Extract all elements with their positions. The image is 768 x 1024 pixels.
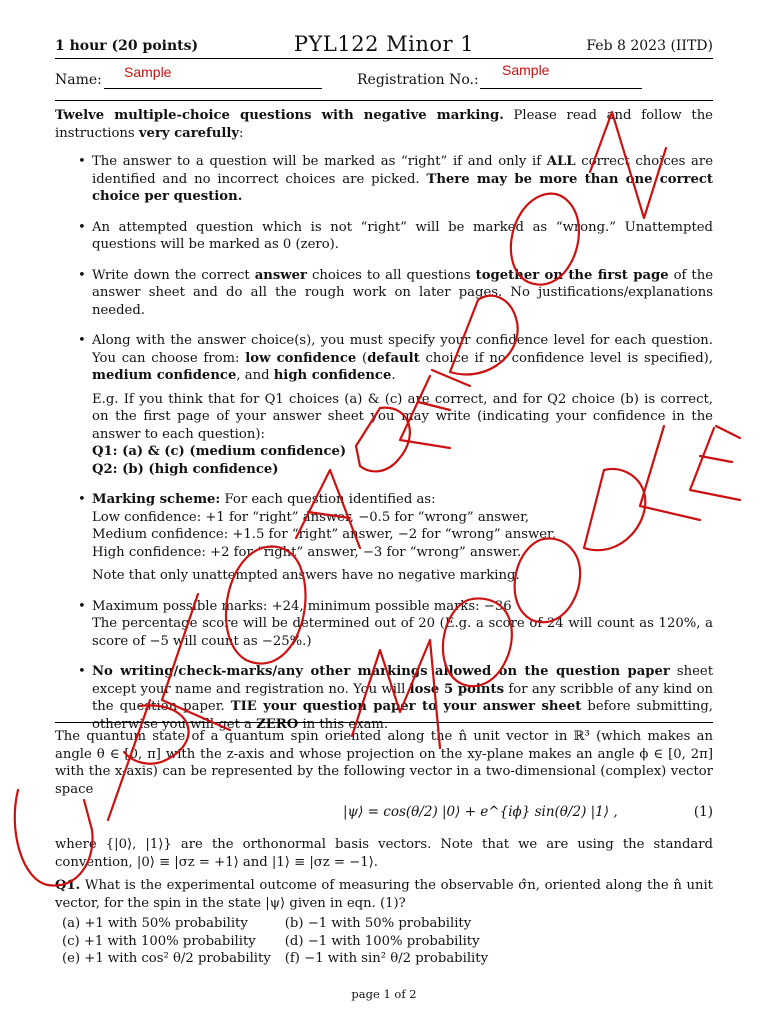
instructions-intro: Twelve multiple-choice questions with negative marking. Please read and follow the instructions very carefully: xyxy=(55,108,713,141)
registration-value: Sample xyxy=(502,62,550,78)
equation-body: |ψ⟩ = cos(θ/2) |0⟩ + e^{iϕ} sin(θ/2) |1⟩ , xyxy=(343,804,618,820)
watermark-letter-o3 xyxy=(443,599,512,687)
confidence-example: E.g. If you think that for Q1 choices (a) & (c) are correct, and for Q2 choice (b) is correct, on the first page of your answer sheet you may write (indicating your confidence in the answer to each question): xyxy=(92,391,713,442)
watermark-letter-u xyxy=(15,790,93,886)
bullet-confidence: • Along with the answer choice(s), you must specify your confidence level for each question. You can choose from: low confidence (default choice if no confidence level is specified), medium confidence, and high confidence. E.g. If you think that for Q1 choices (a) & (c) are correct, and for Q2 choice (b) is correct, on the first page of your answer sheet you may write (indicating your confidence in the answer to each question): Q1: (a) & (c) (medium confidence) Q2: (b) (high confidence) xyxy=(78,333,713,477)
scheme-note: Note that only unattempted answers have no negative marking. xyxy=(92,568,520,583)
watermark-letter-d3 xyxy=(584,469,645,550)
question-intro: The quantum state of a quantum spin oriented along the n̂ unit vector in ℝ³ (which makes an angle θ ∈ [0, π] with the z-axis and whose projection on the xy-plane makes an angle ϕ ∈ [0, 2π] with the x-axis) can be represented by the following vector in a two-dimensional (complex) vector space xyxy=(55,729,713,797)
watermark-letter-a xyxy=(296,470,360,548)
bullet-no-markings: • No writing/check-marks/any other markings allowed on the question paper sheet except your name and registration no. You will lose 5 points for any scribble of any kind on the question paper. TIE your question paper to your answer sheet before submitting, otherwise you will get a ZERO in this exam. xyxy=(78,664,714,732)
watermark-letter-m xyxy=(352,640,440,748)
watermark-letter-d2 xyxy=(450,296,518,375)
equation-number: (1) xyxy=(693,804,713,820)
bullet-max-marks: • Maximum possible marks: +24, minimum possible marks: −36 The percentage score will be determined out of 20 (E.g. a score of 24 will count as 120%, a score of −5 will count as −25%.) xyxy=(78,598,713,649)
option-c: (c) +1 with 100% probability xyxy=(62,933,256,949)
exam-title: PYL122 Minor 1 xyxy=(293,32,475,56)
option-d: (d) −1 with 100% probability xyxy=(284,933,480,949)
bullet-first-page: • Write down the correct answer choices to all questions together on the first page of the answer sheet and do all the rough work on later pages. No justifications/explanations needed. xyxy=(78,267,713,318)
bullet-right-answer: • The answer to a question will be marked as “right” if and only if ALL correct choices are identified and no incorrect choices are picked. There may be more than one correct choice per question. xyxy=(78,154,713,204)
duration-points: 1 hour (20 points) xyxy=(55,38,199,54)
watermark-letter-o4 xyxy=(515,539,581,623)
watermark-letter-e2 xyxy=(690,426,740,500)
option-b: (b) −1 with 50% probability xyxy=(284,916,472,931)
name-value: Sample xyxy=(124,64,172,80)
watermark-letter-o xyxy=(226,547,306,664)
name-label: Name: xyxy=(55,72,102,88)
basis-note: where {|0⟩, |1⟩} are the orthonormal basis vectors. Note that we are using the standard convention, |0⟩ ≡ |σz = +1⟩ and |1⟩ ≡ |σz = −1⟩. xyxy=(55,837,713,870)
watermark-letter-p xyxy=(108,700,189,820)
bullet-marking-scheme: • Marking scheme: For each question identified as: Low confidence: +1 for “right” answer, −0.5 for “wrong” answer, Medium confidence: +1.5 for “right” answer, −2 for “wrong” answer, High confidence: +2 for “right” answer, −3 for “wrong” answer. Note that only unattempted answers have no negative marking. xyxy=(55,491,713,585)
question-1-label: Q1. xyxy=(55,878,81,893)
example-q2: Q2: (b) (high confidence) xyxy=(92,461,279,477)
page-number: page 1 of 2 xyxy=(351,987,417,1001)
registration-label: Registration No.: xyxy=(357,72,479,88)
watermark-letter-n xyxy=(590,112,666,218)
option-e: (e) +1 with cos² θ/2 probability xyxy=(62,951,271,966)
option-f: (f) −1 with sin² θ/2 probability xyxy=(284,951,489,966)
percentage-note: The percentage score will be determined out of 20 (E.g. a score of 24 will count as 120%, a score of −5 will count as −25%.) xyxy=(92,616,713,649)
scheme-low: Low confidence: +1 for “right” answer, −0.5 for “wrong” answer, xyxy=(92,509,530,525)
bullet-wrong-answer: • An attempted question which is not “right” will be marked as “wrong.” Unattempted questions will be marked as 0 (zero). xyxy=(78,219,713,252)
exam-date: Feb 8 2023 (IITD) xyxy=(586,38,713,54)
option-a: (a) +1 with 50% probability xyxy=(62,916,248,931)
question-1-text: What is the experimental outcome of measuring the observable σ̂n, oriented along the n̂ unit vector, for the spin in the state |ψ⟩ given in eqn. (1)? xyxy=(55,878,713,911)
example-q1: Q1: (a) & (c) (medium confidence) xyxy=(92,444,347,459)
watermark-letter-o2 xyxy=(511,194,579,285)
scheme-medium: Medium confidence: +1.5 for “right” answer, −2 for “wrong” answer, xyxy=(92,527,557,542)
watermark-letter-l2 xyxy=(640,426,700,520)
scheme-high: High confidence: +2 for “right” answer, −3 for “wrong” answer. xyxy=(92,544,522,560)
